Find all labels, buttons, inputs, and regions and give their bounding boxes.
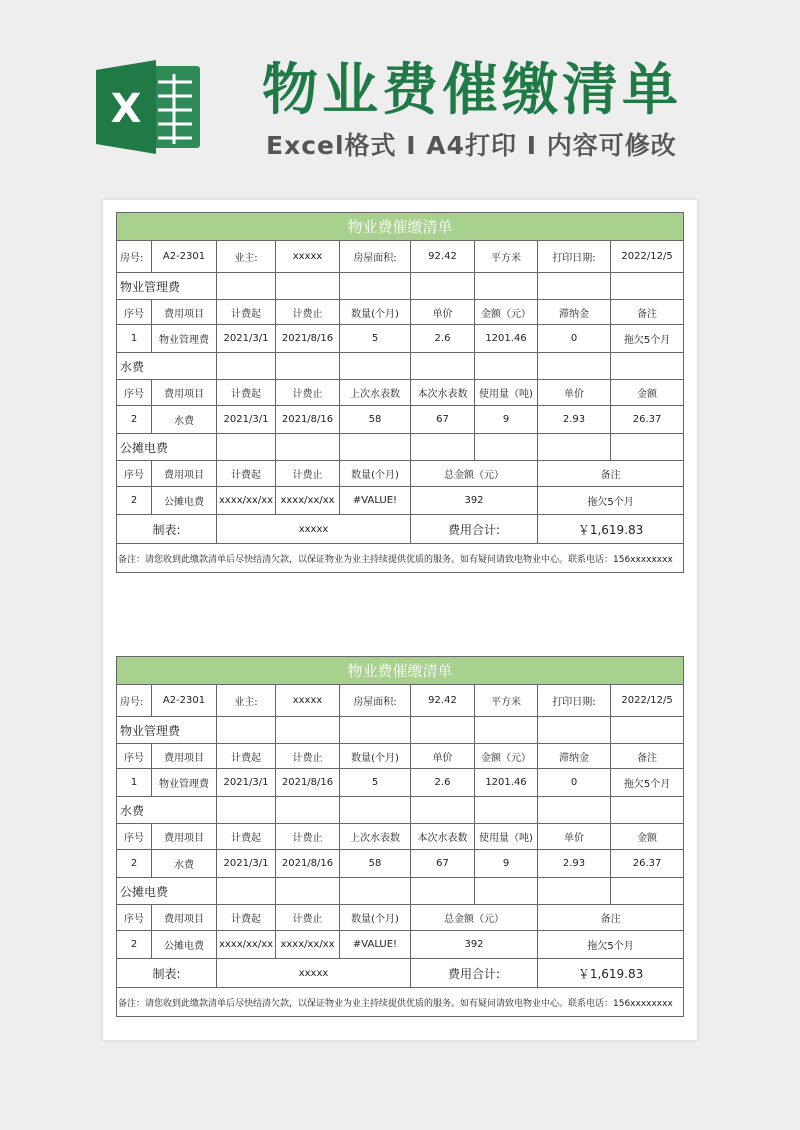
table-cell[interactable]: 拖欠5个月 <box>611 325 684 353</box>
col-header: 金额（元） <box>475 744 538 769</box>
table-cell[interactable]: 2021/8/16 <box>276 769 340 797</box>
col-header: 序号 <box>117 380 152 406</box>
table-cell[interactable]: 26.37 <box>611 406 684 434</box>
header-row-mgmt <box>117 300 684 325</box>
bill-title: 物业费催缴清单 <box>117 657 684 685</box>
total-label: 费用合计: <box>411 515 538 544</box>
col-header: 费用项目 <box>152 905 217 931</box>
excel-logo-icon <box>96 60 204 154</box>
col-header: 数量(个月) <box>340 905 411 931</box>
col-header: 计费止 <box>276 300 340 325</box>
table-cell[interactable]: 58 <box>340 406 411 434</box>
page-header <box>0 0 800 200</box>
header-row-power <box>117 905 684 931</box>
table-cell[interactable]: 物业管理费 <box>152 325 217 353</box>
area-value[interactable]: 92.42 <box>411 685 475 717</box>
area-unit: 平方米 <box>475 241 538 273</box>
table-cell[interactable]: 2021/8/16 <box>276 406 340 434</box>
col-header: 总金额（元） <box>411 905 538 931</box>
table-cell[interactable]: 58 <box>340 850 411 878</box>
table-cell[interactable]: #VALUE! <box>340 931 411 959</box>
owner-label: 业主: <box>217 241 276 273</box>
col-header: 滞纳金 <box>538 744 611 769</box>
col-header: 备注 <box>538 905 684 931</box>
bill-form-1 <box>116 212 683 573</box>
col-header: 费用项目 <box>152 300 217 325</box>
col-header: 金额（元） <box>475 300 538 325</box>
note-text: 备注：请您收到此缴款清单后尽快结清欠款，以保证物业为业主持续提供优质的服务。如有疑问请致电物业中心。联系电话：156xxxxxxxx <box>117 544 684 573</box>
col-header: 使用量（吨) <box>475 824 538 850</box>
col-header: 费用项目 <box>152 380 217 406</box>
col-header: 单价 <box>538 824 611 850</box>
table-cell[interactable]: 1201.46 <box>475 769 538 797</box>
area-value[interactable]: 92.42 <box>411 241 475 273</box>
table-cell[interactable]: 2 <box>117 406 152 434</box>
header-row-power <box>117 461 684 487</box>
table-cell[interactable]: 水费 <box>152 406 217 434</box>
table-cell[interactable]: 392 <box>411 487 538 515</box>
col-header: 计费止 <box>276 744 340 769</box>
table-cell[interactable]: xxxx/xx/xx <box>276 931 340 959</box>
col-header: 单价 <box>411 744 475 769</box>
table-cell[interactable]: 1201.46 <box>475 325 538 353</box>
maker-label: 制表: <box>117 959 217 988</box>
bill-title: 物业费催缴清单 <box>117 213 684 241</box>
area-label: 房屋面积: <box>340 241 411 273</box>
table-cell[interactable]: 2 <box>117 487 152 515</box>
table-cell[interactable]: 9 <box>475 850 538 878</box>
total-value[interactable]: ￥1,619.83 <box>538 515 684 544</box>
sheet <box>103 200 697 1040</box>
table-cell[interactable]: 水费 <box>152 850 217 878</box>
table-row <box>117 325 684 353</box>
table-cell[interactable]: xxxx/xx/xx <box>276 487 340 515</box>
table-cell[interactable]: 公摊电费 <box>152 487 217 515</box>
col-header: 计费起 <box>217 824 276 850</box>
footer-row <box>117 959 684 988</box>
col-header: 计费起 <box>217 461 276 487</box>
table-cell[interactable]: 67 <box>411 406 475 434</box>
col-header: 计费起 <box>217 300 276 325</box>
page-title: 物业费催缴清单 <box>262 58 682 123</box>
table-cell[interactable]: 5 <box>340 769 411 797</box>
col-header: 计费止 <box>276 380 340 406</box>
maker-label: 制表: <box>117 515 217 544</box>
table-cell[interactable]: 2021/3/1 <box>217 325 276 353</box>
note-text: 备注：请您收到此缴款清单后尽快结清欠款，以保证物业为业主持续提供优质的服务。如有疑问请致电物业中心。联系电话：156xxxxxxxx <box>117 988 684 1017</box>
col-header: 费用项目 <box>152 461 217 487</box>
owner-value[interactable]: xxxxx <box>276 685 340 717</box>
bill-form-2 <box>116 656 683 1017</box>
section-title-power: 公摊电费 <box>117 434 217 461</box>
table-cell[interactable]: 2 <box>117 850 152 878</box>
section-row-mgmt <box>117 717 684 744</box>
owner-label: 业主: <box>217 685 276 717</box>
owner-value[interactable]: xxxxx <box>276 241 340 273</box>
col-header: 费用项目 <box>152 744 217 769</box>
table-cell[interactable]: 1 <box>117 325 152 353</box>
note-row <box>117 544 684 573</box>
table-row <box>117 487 684 515</box>
table-cell[interactable]: 2021/3/1 <box>217 850 276 878</box>
col-header: 上次水表数 <box>340 380 411 406</box>
col-header: 序号 <box>117 300 152 325</box>
header-row-mgmt <box>117 744 684 769</box>
col-header: 计费起 <box>217 744 276 769</box>
col-header: 数量(个月) <box>340 744 411 769</box>
table-cell[interactable]: xxxx/xx/xx <box>217 931 276 959</box>
col-header: 使用量（吨) <box>475 380 538 406</box>
table-cell[interactable]: 公摊电费 <box>152 931 217 959</box>
table-cell[interactable]: 9 <box>475 406 538 434</box>
maker-value[interactable]: xxxxx <box>217 515 411 544</box>
area-label: 房屋面积: <box>340 685 411 717</box>
page-subtitle: Excel格式 I A4打印 I 内容可修改 <box>266 131 677 160</box>
table-cell[interactable]: 67 <box>411 850 475 878</box>
table-cell[interactable]: 26.37 <box>611 850 684 878</box>
table-cell[interactable]: 2.93 <box>538 850 611 878</box>
footer-row <box>117 515 684 544</box>
section-title-water: 水费 <box>117 797 217 824</box>
table-cell[interactable]: 0 <box>538 325 611 353</box>
bill-table <box>116 212 684 573</box>
col-header: 滞纳金 <box>538 300 611 325</box>
col-header: 单价 <box>411 300 475 325</box>
col-header: 总金额（元） <box>411 461 538 487</box>
col-header: 单价 <box>538 380 611 406</box>
table-cell[interactable]: #VALUE! <box>340 487 411 515</box>
total-label: 费用合计: <box>411 959 538 988</box>
col-header: 序号 <box>117 905 152 931</box>
table-cell[interactable]: 2.6 <box>411 769 475 797</box>
room-label: 房号: <box>117 241 152 273</box>
section-title-mgmt: 物业管理费 <box>117 273 217 300</box>
section-title-water: 水费 <box>117 353 217 380</box>
table-cell[interactable]: 2021/8/16 <box>276 325 340 353</box>
section-row-power <box>117 434 684 461</box>
col-header: 计费止 <box>276 824 340 850</box>
table-cell[interactable]: 拖欠5个月 <box>611 769 684 797</box>
print-date-value[interactable]: 2022/12/5 <box>611 685 684 717</box>
room-label: 房号: <box>117 685 152 717</box>
col-header: 本次水表数 <box>411 380 475 406</box>
room-value[interactable]: A2-2301 <box>152 685 217 717</box>
table-cell[interactable]: 2021/3/1 <box>217 406 276 434</box>
col-header: 备注 <box>538 461 684 487</box>
table-row <box>117 406 684 434</box>
maker-value[interactable]: xxxxx <box>217 959 411 988</box>
col-header: 序号 <box>117 824 152 850</box>
header-row-water <box>117 380 684 406</box>
section-title-power: 公摊电费 <box>117 878 217 905</box>
total-value[interactable]: ￥1,619.83 <box>538 959 684 988</box>
table-cell[interactable]: 2 <box>117 931 152 959</box>
col-header: 费用项目 <box>152 824 217 850</box>
table-cell[interactable]: 2.6 <box>411 325 475 353</box>
table-cell[interactable]: 0 <box>538 769 611 797</box>
info-row <box>117 241 684 273</box>
print-date-label: 打印日期: <box>538 685 611 717</box>
note-row <box>117 988 684 1017</box>
col-header: 金额 <box>611 824 684 850</box>
logo-letter: X <box>110 86 142 132</box>
area-unit: 平方米 <box>475 685 538 717</box>
section-row-power <box>117 878 684 905</box>
col-header: 金额 <box>611 380 684 406</box>
table-cell[interactable]: 物业管理费 <box>152 769 217 797</box>
col-header: 计费起 <box>217 905 276 931</box>
col-header: 数量(个月) <box>340 300 411 325</box>
col-header: 计费起 <box>217 380 276 406</box>
section-row-mgmt <box>117 273 684 300</box>
table-cell[interactable]: 拖欠5个月 <box>538 487 684 515</box>
table-row <box>117 769 684 797</box>
print-date-label: 打印日期: <box>538 241 611 273</box>
table-cell[interactable]: 5 <box>340 325 411 353</box>
section-title-mgmt: 物业管理费 <box>117 717 217 744</box>
table-cell[interactable]: 2021/8/16 <box>276 850 340 878</box>
room-value[interactable]: A2-2301 <box>152 241 217 273</box>
col-header: 上次水表数 <box>340 824 411 850</box>
col-header: 序号 <box>117 461 152 487</box>
table-cell[interactable]: 2021/3/1 <box>217 769 276 797</box>
table-cell[interactable]: 2.93 <box>538 406 611 434</box>
table-cell[interactable]: 1 <box>117 769 152 797</box>
table-cell[interactable]: xxxx/xx/xx <box>217 487 276 515</box>
table-row <box>117 850 684 878</box>
col-header: 备注 <box>611 300 684 325</box>
print-date-value[interactable]: 2022/12/5 <box>611 241 684 273</box>
col-header: 计费止 <box>276 905 340 931</box>
col-header: 备注 <box>611 744 684 769</box>
header-row-water <box>117 824 684 850</box>
info-row <box>117 685 684 717</box>
section-row-water <box>117 797 684 824</box>
bill-table <box>116 656 684 1017</box>
col-header: 计费止 <box>276 461 340 487</box>
col-header: 本次水表数 <box>411 824 475 850</box>
col-header: 数量(个月) <box>340 461 411 487</box>
table-row <box>117 931 684 959</box>
section-row-water <box>117 353 684 380</box>
table-cell[interactable]: 392 <box>411 931 538 959</box>
table-cell[interactable]: 拖欠5个月 <box>538 931 684 959</box>
col-header: 序号 <box>117 744 152 769</box>
